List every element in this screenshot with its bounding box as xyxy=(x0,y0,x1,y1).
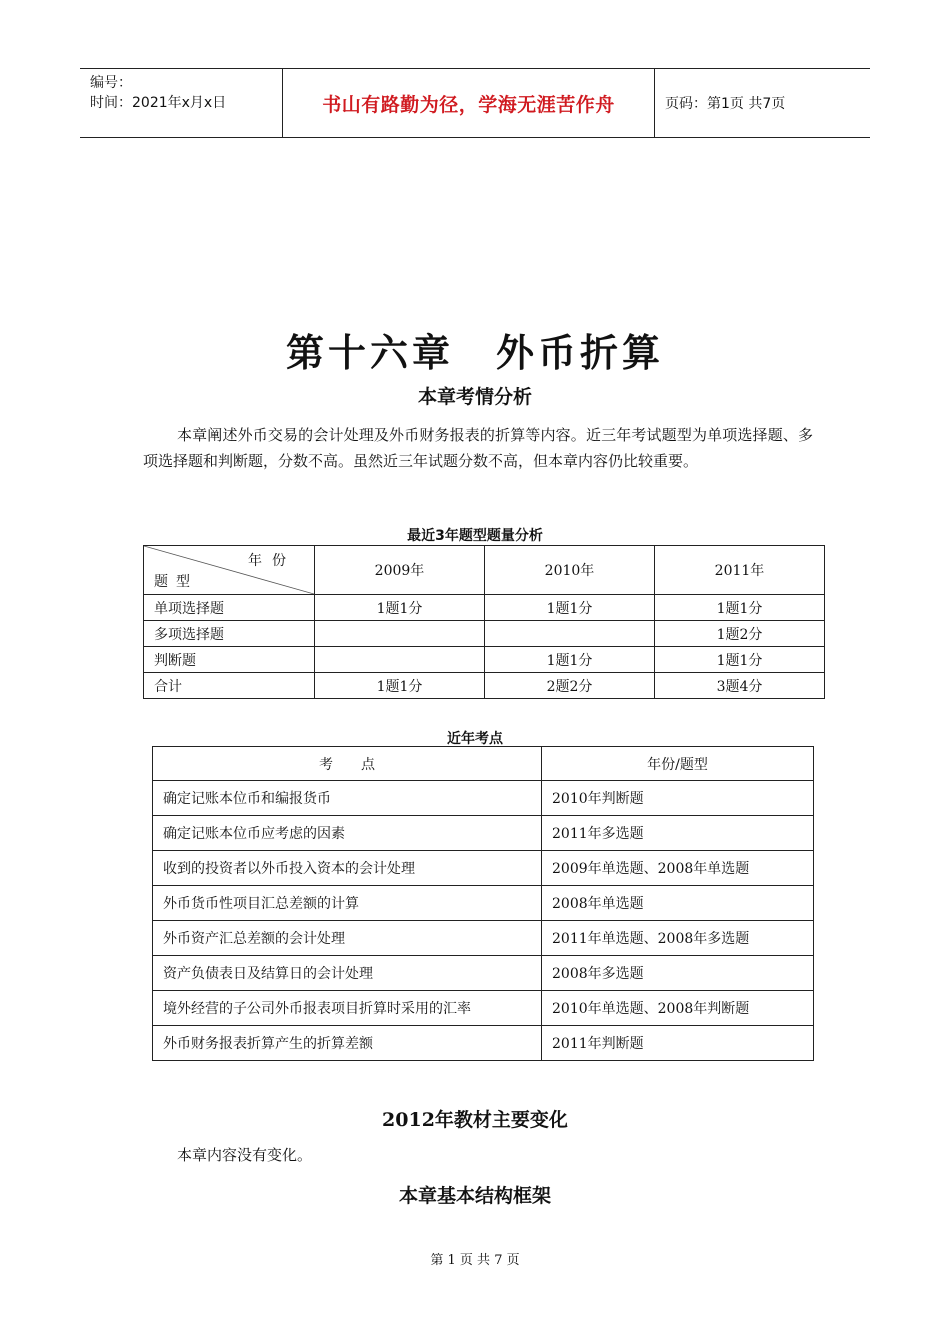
year-header: 2011年 xyxy=(655,546,825,595)
table-row xyxy=(144,673,825,699)
column-header: 年份/题型 xyxy=(542,747,814,781)
table-row xyxy=(153,816,814,851)
table-row xyxy=(153,991,814,1026)
chapter-title: 第十六章 外币折算 xyxy=(285,330,664,375)
year-type-cell: 2008年多选题 xyxy=(542,956,814,991)
row-label: 多项选择题 xyxy=(144,621,315,647)
year-header: 2010年 xyxy=(485,546,655,595)
changes-heading: 2012年教材主要变化 xyxy=(382,1109,568,1131)
exam-points-table xyxy=(152,746,814,1061)
point-cell: 外币资产汇总差额的会计处理 xyxy=(153,921,542,956)
table-row xyxy=(144,621,825,647)
table-cell xyxy=(485,621,655,647)
table-cell: 1题1分 xyxy=(655,595,825,621)
header-motto: 书山有路勤为径，学海无涯苦作舟 xyxy=(282,69,655,137)
year-type-cell: 2008年单选题 xyxy=(542,886,814,921)
table-cell: 2题2分 xyxy=(485,673,655,699)
point-cell: 确定记账本位币和编报货币 xyxy=(153,781,542,816)
table-row xyxy=(153,781,814,816)
year-type-cell: 2009年单选题、2008年单选题 xyxy=(542,851,814,886)
table-row xyxy=(153,921,814,956)
table-row xyxy=(153,886,814,921)
point-cell: 外币货币性项目汇总差额的计算 xyxy=(153,886,542,921)
header-meta xyxy=(80,69,282,137)
time-label: 时间：2021年x月x日 xyxy=(90,95,227,111)
table-cell xyxy=(315,647,485,673)
year-header: 2009年 xyxy=(315,546,485,595)
corner-type-label: 题型 xyxy=(154,574,198,590)
year-type-cell: 2011年判断题 xyxy=(542,1026,814,1061)
question-type-table xyxy=(143,545,825,699)
row-label: 合计 xyxy=(144,673,315,699)
table-cell: 1题1分 xyxy=(315,673,485,699)
header-page-info: 页码：第1页 共7页 xyxy=(665,96,786,112)
table-row xyxy=(153,1026,814,1061)
row-label: 判断题 xyxy=(144,647,315,673)
table-row xyxy=(153,851,814,886)
table-cell: 1题1分 xyxy=(315,595,485,621)
structure-heading: 本章基本结构框架 xyxy=(398,1185,551,1207)
table-cell: 1题1分 xyxy=(485,595,655,621)
year-type-cell: 2011年多选题 xyxy=(542,816,814,851)
point-cell: 外币财务报表折算产生的折算差额 xyxy=(153,1026,542,1061)
year-type-cell: 2011年单选题、2008年多选题 xyxy=(542,921,814,956)
table-cell: 1题1分 xyxy=(485,647,655,673)
table-header-row xyxy=(144,546,825,595)
table-cell: 3题4分 xyxy=(655,673,825,699)
point-cell: 收到的投资者以外币投入资本的会计处理 xyxy=(153,851,542,886)
column-header: 考 点 xyxy=(153,747,542,781)
table-row xyxy=(144,647,825,673)
corner-year-label: 年份 xyxy=(248,553,296,569)
document-header xyxy=(80,68,870,138)
table-cell: 1题1分 xyxy=(655,647,825,673)
point-cell: 资产负债表日及结算日的会计处理 xyxy=(153,956,542,991)
changes-paragraph: 本章内容没有变化。 xyxy=(177,1146,313,1164)
point-cell: 确定记账本位币应考虑的因素 xyxy=(153,816,542,851)
analysis-heading: 本章考情分析 xyxy=(417,386,532,408)
year-type-cell: 2010年单选题、2008年判断题 xyxy=(542,991,814,1026)
point-cell: 境外经营的子公司外币报表项目折算时采用的汇率 xyxy=(153,991,542,1026)
diagonal-header-cell xyxy=(144,546,315,595)
table-row xyxy=(153,956,814,991)
analysis-paragraph: 本章阐述外币交易的会计处理及外币财务报表的折算等内容。近三年考试题型为单项选择题、多项选择题和判断题，分数不高。虽然近三年试题分数不高，但本章内容仍比较重要。 xyxy=(143,426,813,470)
number-label: 编号： xyxy=(90,75,132,91)
page-footer: 第 1 页 共 7 页 xyxy=(430,1253,520,1268)
table2-caption: 近年考点 xyxy=(447,731,503,747)
table-cell: 1题2分 xyxy=(655,621,825,647)
table1-caption: 最近3年题型题量分析 xyxy=(407,528,543,544)
row-label: 单项选择题 xyxy=(144,595,315,621)
table-cell xyxy=(315,621,485,647)
table-header-row xyxy=(153,747,814,781)
table-row xyxy=(144,595,825,621)
year-type-cell: 2010年判断题 xyxy=(542,781,814,816)
